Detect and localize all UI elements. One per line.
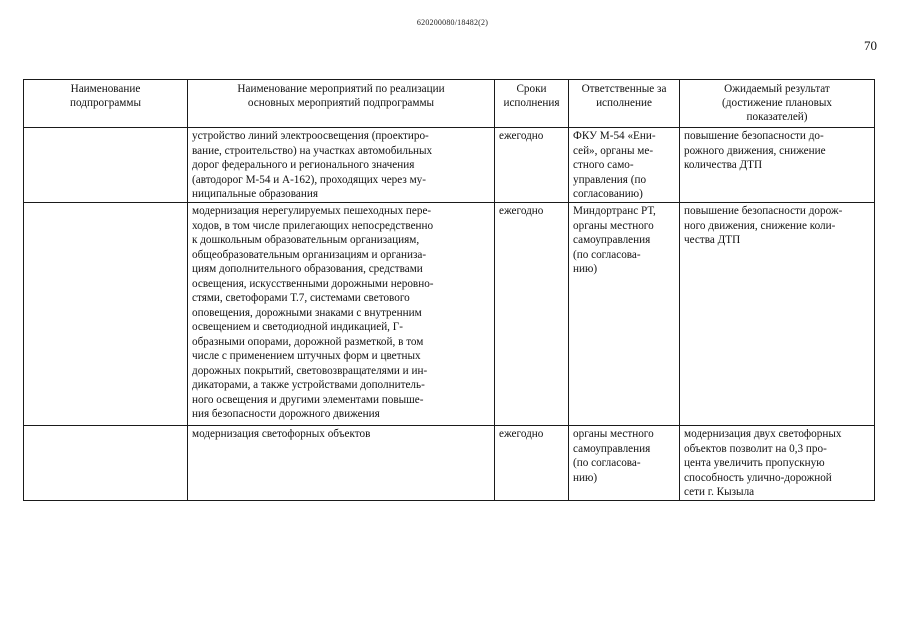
table-header-row (24, 80, 875, 128)
header-responsible (569, 80, 680, 128)
header-subprogram-text: Наименование подпрограммы (70, 83, 141, 109)
cell-term (495, 426, 569, 501)
cell-measure (188, 203, 495, 426)
cell-term-text: ежегодно (499, 428, 544, 440)
header-result-text: Ожидаемый результат (достижение плановых показателей) (722, 83, 832, 123)
page-number: 70 (864, 38, 877, 53)
cell-subprogram (24, 426, 188, 501)
cell-responsible (569, 203, 680, 426)
cell-term-text: ежегодно (499, 205, 544, 217)
header-measure-text: Наименование мероприятий по реализации основных мероприятий подпрограммы (237, 83, 445, 109)
cell-term (495, 128, 569, 203)
cell-measure-text: модернизация светофорных объектов (192, 428, 371, 440)
header-responsible-text: Ответственные за исполнение (581, 83, 667, 109)
header-term (495, 80, 569, 128)
cell-result (680, 128, 875, 203)
cell-result-text: повышение безопасности до- рожного движения, снижение количества ДТП (684, 130, 826, 171)
table-row (24, 128, 875, 203)
cell-subprogram (24, 203, 188, 426)
table-row (24, 426, 875, 501)
cell-term (495, 203, 569, 426)
table-row (24, 203, 875, 426)
header-result (680, 80, 875, 128)
cell-measure-text: устройство линий электроосвещения (проектиро- вание, строительство) на участках автомобильных дорог федерального и регионального значения (автодорог М-54 и А-162), проходящих через му- ниципальные образования (192, 130, 433, 200)
cell-subprogram (24, 128, 188, 203)
header-term-text: Сроки исполнения (503, 83, 560, 109)
document-code: 620200080/18482(2) (416, 18, 489, 27)
cell-responsible (569, 128, 680, 203)
cell-measure (188, 426, 495, 501)
header-subprogram (24, 80, 188, 128)
cell-measure-text: модернизация нерегулируемых пешеходных пере- ходов, в том числе прилегающих непосредственно к дошкольным образовательным организациям, общеобразовательным организациям и организа- циям дополнительного образования, средствами освещения, искусственными дорожными неровно- стями, светофорами Т.7, системами светового оповещения, дорожными знаками с внутренним освещением и светодиодной индикацией, Г- образными опорами, дорожной разметкой, в том числе с применением штучных форм и цветных дорожных покрытий, световозвращателями и ин- дикаторами, а также устройствами дополнитель- ного освещения и другими элементами повыше- ния безопасности дорожного движения (192, 205, 434, 420)
cell-result-text: повышение безопасности дорож- ного движения, снижение коли- чества ДТП (684, 205, 843, 246)
cell-result (680, 426, 875, 501)
cell-term-text: ежегодно (499, 130, 544, 142)
measures-table (23, 79, 875, 501)
cell-responsible (569, 426, 680, 501)
cell-result-text: модернизация двух светофорных объектов позволит на 0,3 про- цента увеличить пропускную способность улично-дорожной сети г. Кызыла (684, 428, 842, 498)
cell-measure (188, 128, 495, 203)
cell-result (680, 203, 875, 426)
cell-responsible-text: ФКУ М-54 «Ени- сей», органы ме- стного само- управления (по согласованию) (573, 130, 656, 200)
cell-responsible-text: органы местного самоуправления (по согласова- нию) (573, 428, 654, 484)
header-measure (188, 80, 495, 128)
cell-responsible-text: Миндортранс РТ, органы местного самоуправления (по согласова- нию) (573, 205, 656, 275)
